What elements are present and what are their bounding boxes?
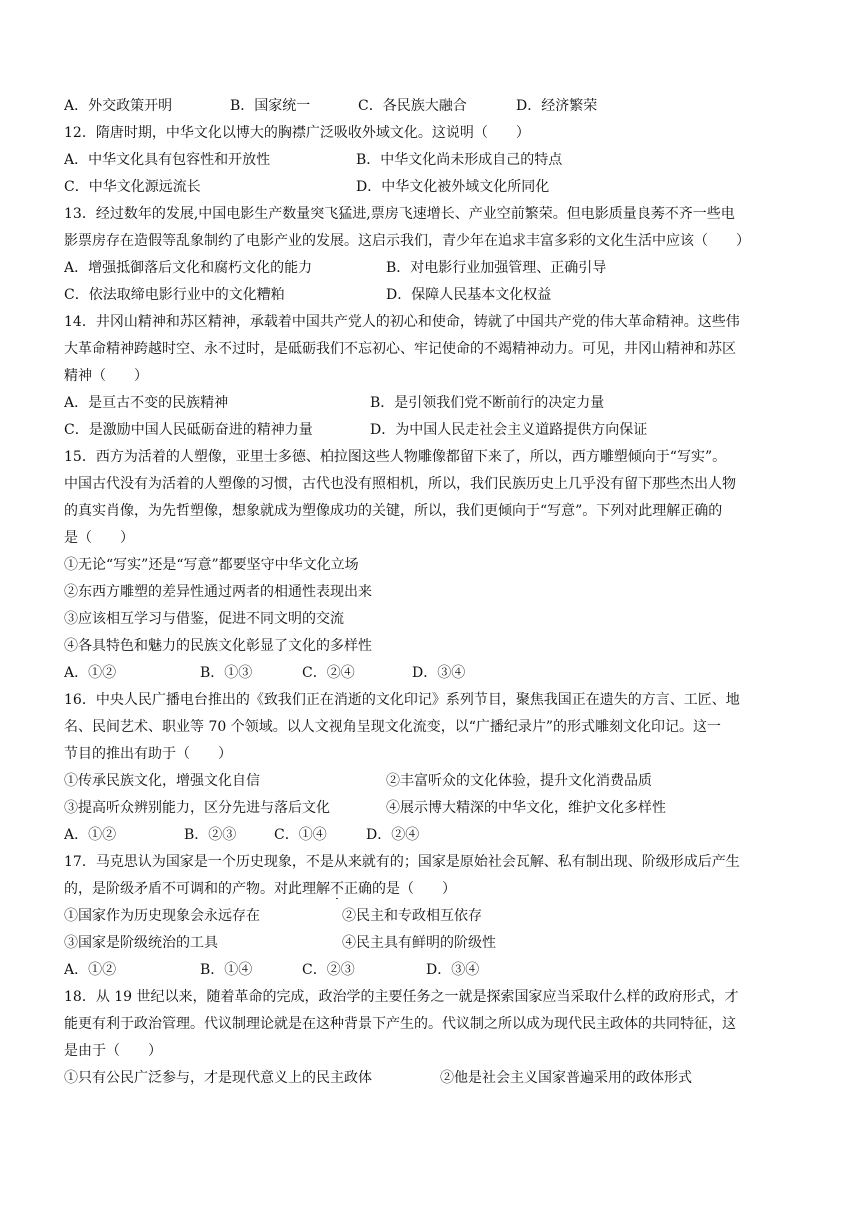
q17-stem-text: 的，是阶级矛盾不可调和的产物。对此理解 bbox=[64, 881, 330, 897]
q16-item-1: ①传承民族文化，增强文化自信 bbox=[64, 773, 260, 789]
q11-options-row bbox=[64, 96, 804, 116]
q14-options-row-1 bbox=[64, 393, 804, 413]
q14-stem-line: 14．井冈山精神和苏区精神，承载着中国共产党人的初心和使命，铸就了中国共产党的伟大革命精神。这些伟 bbox=[64, 314, 740, 330]
q16-option-c: C．①④ bbox=[274, 827, 327, 843]
q17-item-3: ③国家是阶级统治的工具 bbox=[64, 935, 218, 951]
q17-option-a: A．①② bbox=[64, 962, 117, 978]
q15-option-c: C．②④ bbox=[302, 665, 355, 681]
q16-item-4: ④展示博大精深的中华文化，维护文化多样性 bbox=[386, 800, 666, 816]
q16-stem-line: 名、民间艺术、职业等 70 个领域。以人文视角呈现文化流变，以“广播纪录片”的形式雕刻文化印记。这一 bbox=[64, 719, 722, 735]
q16-item-3: ③提高听众辨别能力，区分先进与落后文化 bbox=[64, 800, 330, 816]
q14-option-b: B．是引领我们党不断前行的决定力量 bbox=[370, 395, 605, 411]
q15-option-b: B．①③ bbox=[200, 665, 253, 681]
q15-item-2: ②东西方雕塑的差异性通过两者的相通性表现出来 bbox=[64, 584, 372, 600]
q15-option-d: D．③④ bbox=[412, 665, 466, 681]
q18-stem-line: 18．从 19 世纪以来，随着革命的完成，政治学的主要任务之一就是探索国家应当采取什么样的政府形式，才 bbox=[64, 989, 739, 1005]
q14-option-a: A．是亘古不变的民族精神 bbox=[64, 395, 229, 411]
q17-item-4: ④民主具有鲜明的阶级性 bbox=[342, 935, 496, 951]
q12-option-d: D．中华文化被外域文化所同化 bbox=[356, 179, 550, 195]
q14-option-c: C．是激励中国人民砥砺奋进的精神力量 bbox=[64, 422, 313, 438]
q14-stem-line: 大革命精神跨越时空、永不过时，是砥砺我们不忘初心、牢记使命的不竭精神动力。可见，井冈山精神和苏区 bbox=[64, 341, 736, 357]
q15-item-3: ③应该相互学习与借鉴，促进不同文明的交流 bbox=[64, 611, 344, 627]
q11-option-b: B．国家统一 bbox=[230, 98, 311, 114]
q16-stem-line: 16．中央人民广播电台推出的《致我们正在消逝的文化印记》系列节目，聚焦我国正在遗失的方言、工匠、地 bbox=[64, 692, 740, 708]
q13-option-c: C．依法取缔电影行业中的文化糟粕 bbox=[64, 287, 285, 303]
q18-stem-line: 能更有利于政治管理。代议制理论就是在这种背景下产生的。代议制之所以成为现代民主政体的共同特征，这 bbox=[64, 1016, 736, 1032]
q11-option-d: D．经济繁荣 bbox=[516, 98, 598, 114]
q17-items-row-2 bbox=[64, 933, 804, 953]
q13-options-row-1 bbox=[64, 258, 804, 278]
q17-stem-text-end: 正确的是（ ） bbox=[344, 881, 456, 897]
q11-option-a: A．外交政策开明 bbox=[64, 98, 173, 114]
q13-stem-line: 13．经过数年的发展,中国电影生产数量突飞猛进,票房飞速增长、产业空前繁荣。但电影质量良莠不齐一些电 bbox=[64, 206, 735, 222]
q17-stem-line bbox=[64, 879, 804, 899]
q18-stem-line: 是由于（ ） bbox=[64, 1043, 162, 1059]
q12-options-row-1 bbox=[64, 150, 804, 170]
q15-options-row bbox=[64, 663, 804, 683]
q14-options-row-2 bbox=[64, 420, 804, 440]
q16-stem-line: 节目的推出有助于（ ） bbox=[64, 746, 232, 762]
q16-option-b: B．②③ bbox=[184, 827, 237, 843]
q17-stem-line: 17．马克思认为国家是一个历史现象，不是从来就有的；国家是原始社会瓦解、私有制出现、阶级形成后产生 bbox=[64, 854, 740, 870]
q13-stem-line: 影票房存在造假等乱象制约了电影产业的发展。这启示我们，青少年在追求丰富多彩的文化生活中应该（ ） bbox=[64, 233, 750, 249]
q14-stem-line: 精神（ ） bbox=[64, 368, 148, 384]
q15-stem-line: 是（ ） bbox=[64, 530, 134, 546]
q15-stem-line: 的真实肖像，为先哲塑像，想象就成为塑像成功的关键，所以，我们更倾向于“写意”。下列对此理解正确的 bbox=[64, 503, 723, 519]
q12-option-a: A．中华文化具有包容性和开放性 bbox=[64, 152, 271, 168]
q17-option-d: D．③④ bbox=[426, 962, 480, 978]
q16-option-a: A．①② bbox=[64, 827, 117, 843]
q16-options-row bbox=[64, 825, 804, 845]
q16-items-row-1 bbox=[64, 771, 804, 791]
q13-options-row-2 bbox=[64, 285, 804, 305]
q12-option-c: C．中华文化源远流长 bbox=[64, 179, 201, 195]
q14-option-d: D．为中国人民走社会主义道路提供方向保证 bbox=[370, 422, 648, 438]
q18-items-row-1 bbox=[64, 1068, 804, 1088]
q13-option-a: A．增强抵御落后文化和腐朽文化的能力 bbox=[64, 260, 313, 276]
q16-option-d: D．②④ bbox=[366, 827, 420, 843]
q17-emphasis-not: 不 bbox=[330, 881, 344, 897]
q17-option-c: C．②③ bbox=[302, 962, 355, 978]
q18-item-1: ①只有公民广泛参与，才是现代意义上的民主政体 bbox=[64, 1070, 372, 1086]
q17-items-row-1 bbox=[64, 906, 804, 926]
q17-item-2: ②民主和专政相互依存 bbox=[342, 908, 482, 924]
q15-option-a: A．①② bbox=[64, 665, 117, 681]
q15-stem-line: 15．西方为活着的人塑像，亚里士多德、柏拉图这些人物雕像都留下来了，所以，西方雕塑倾向于“写实”。 bbox=[64, 449, 727, 465]
q15-item-4: ④各具特色和魅力的民族文化彰显了文化的多样性 bbox=[64, 638, 372, 654]
q13-option-d: D．保障人民基本文化权益 bbox=[386, 287, 552, 303]
q17-option-b: B．①④ bbox=[200, 962, 253, 978]
q16-item-2: ②丰富听众的文化体验，提升文化消费品质 bbox=[386, 773, 652, 789]
q13-option-b: B．对电影行业加强管理、正确引导 bbox=[386, 260, 607, 276]
q17-options-row bbox=[64, 960, 804, 980]
q12-option-b: B．中华文化尚未形成自己的特点 bbox=[356, 152, 563, 168]
q16-items-row-2 bbox=[64, 798, 804, 818]
q12-options-row-2 bbox=[64, 177, 804, 197]
q18-item-2: ②他是社会主义国家普遍采用的政体形式 bbox=[440, 1070, 692, 1086]
q11-option-c: C．各民族大融合 bbox=[358, 98, 467, 114]
q15-item-1: ①无论“写实”还是“写意”都要坚守中华文化立场 bbox=[64, 557, 359, 573]
q12-stem: 12．隋唐时期，中华文化以博大的胸襟广泛吸收外域文化。这说明（ ） bbox=[64, 125, 530, 141]
q17-item-1: ①国家作为历史现象会永远存在 bbox=[64, 908, 260, 924]
q15-stem-line: 中国古代没有为活着的人塑像的习惯，古代也没有照相机，所以，我们民族历史上几乎没有留下那些杰出人物 bbox=[64, 476, 736, 492]
